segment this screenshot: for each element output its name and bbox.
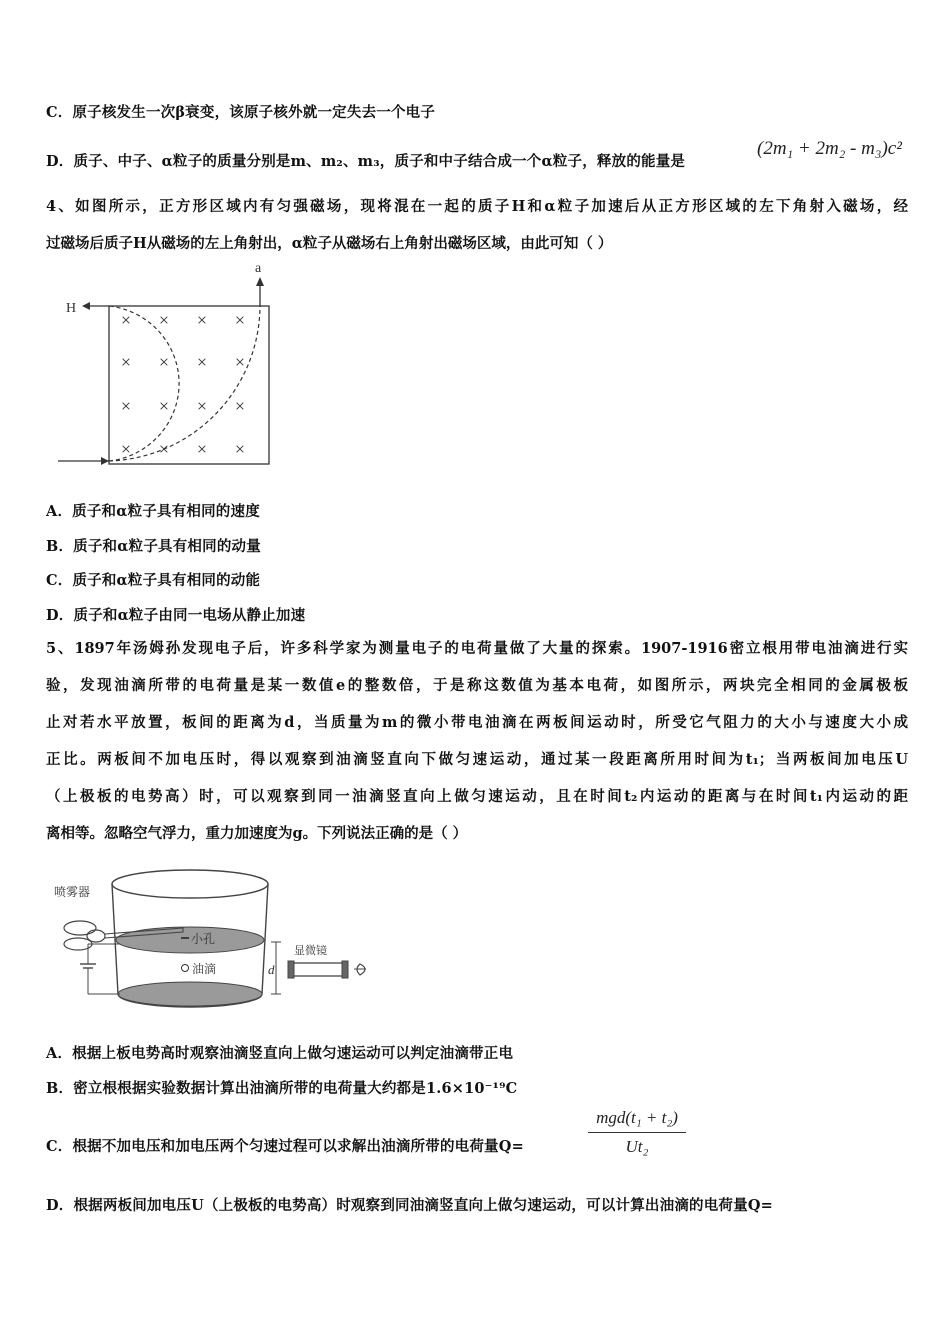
q4-stem-line-1: 4、如图所示，正方形区域内有匀强磁场，现将混在一起的质子H和α粒子加速后从正方形区域的左下角射入磁场，经: [46, 198, 908, 215]
q4-option-a: A．质子和α粒子具有相同的速度: [46, 503, 260, 520]
q5-stem-line-6: 离相等。忽略空气浮力，重力加速度为g。下列说法正确的是（ ）: [46, 825, 468, 842]
q4-label-a: a: [255, 261, 262, 276]
field-cross: ×: [196, 352, 208, 372]
q5-fraction-numerator: mgd(t₁ + t₂): [596, 1108, 678, 1127]
field-cross: ×: [234, 310, 246, 330]
q5-stem-line-3: 止对若水平放置，板间的距离为d，当质量为m的微小带电油滴在两板间运动时，所受它气阻力的大小与速度大小成: [46, 714, 908, 731]
q3-energy-formula: (2m₁ + 2m₂ - m₃)c²: [757, 138, 902, 159]
q5-label-sprayer: 喷雾器: [54, 885, 91, 899]
field-cross: ×: [120, 396, 132, 416]
q5-stem: [46, 630, 908, 852]
q5-stem-line-1: 5、1897年汤姆孙发现电子后，许多科学家为测量电子的电荷量做了大量的探索。1907-1916密立根用带电油滴进行实: [46, 640, 908, 657]
q5-fraction-bar: [588, 1132, 686, 1133]
q5-option-d: D．根据两板间加电压U（上极板的电势高）时观察到同油滴竖直向上做匀速运动，可以计算出油滴的电荷量Q=: [46, 1197, 773, 1214]
q4-option-b: B．质子和α粒子具有相同的动量: [46, 538, 261, 555]
q5-stem-line-2: 验，发现油滴所带的电荷量是某一数值e的整数倍，于是称这数值为基本电荷，如图所示，两块完全相同的金属极板: [46, 677, 908, 694]
field-cross: ×: [158, 352, 170, 372]
q5-charge-fraction: [588, 1108, 686, 1157]
field-cross: ×: [158, 310, 170, 330]
field-cross: ×: [234, 439, 246, 459]
q5-fraction-denominator: Ut₂: [625, 1137, 649, 1156]
q4-option-d: D．质子和α粒子由同一电场从静止加速: [46, 607, 306, 624]
q4-magnetic-field-figure: [52, 258, 282, 473]
field-cross: ×: [234, 396, 246, 416]
q3-option-c: C．原子核发生一次β衰变，该原子核外就一定失去一个电子: [46, 104, 436, 121]
field-cross: ×: [234, 352, 246, 372]
q3-option-d: D．质子、中子、α粒子的质量分别是m、m₂、m₃，质子和中子结合成一个α粒子，释放的能量是: [46, 153, 686, 170]
q5-millikan-apparatus-figure: [48, 862, 378, 1022]
field-cross: ×: [196, 310, 208, 330]
field-cross: ×: [120, 352, 132, 372]
q5-option-b: B．密立根根据实验数据计算出油滴所带的电荷量大约都是1.6×10⁻¹⁹C: [46, 1080, 518, 1097]
q5-stem-line-4: 正比。两板间不加电压时，得以观察到油滴竖直向下做匀速运动，通过某一段距离所用时间为t₁；当两板间加电压U: [46, 751, 908, 768]
q5-label-hole: 小孔: [191, 932, 216, 946]
field-cross: ×: [120, 310, 132, 330]
field-cross: ×: [196, 439, 208, 459]
field-cross: ×: [158, 396, 170, 416]
q5-label-drop: 油滴: [192, 962, 217, 976]
q4-stem-line-2: 过磁场后质子H从磁场的左上角射出，α粒子从磁场右上角射出磁场区域，由此可知（ ）: [46, 235, 613, 252]
field-cross: ×: [120, 439, 132, 459]
q5-stem-line-5: （上极板的电势高）时，可以观察到同一油滴竖直向上做匀速运动，且在时间t₂内运动的距离与在时间t₁内运动的距: [46, 788, 908, 805]
q5-option-c: C．根据不加电压和加电压两个匀速过程可以求解出油滴所带的电荷量Q=: [46, 1138, 524, 1155]
q4-stem: [46, 188, 908, 262]
q4-option-c: C．质子和α粒子具有相同的动能: [46, 572, 261, 589]
q4-label-h: H: [66, 301, 77, 316]
field-cross: ×: [158, 439, 170, 459]
q5-label-d: d: [268, 962, 275, 977]
q5-option-a: A．根据上板电势高时观察油滴竖直向上做匀速运动可以判定油滴带正电: [46, 1045, 514, 1062]
q5-label-microscope: 显微镜: [294, 945, 327, 957]
field-cross: ×: [196, 396, 208, 416]
